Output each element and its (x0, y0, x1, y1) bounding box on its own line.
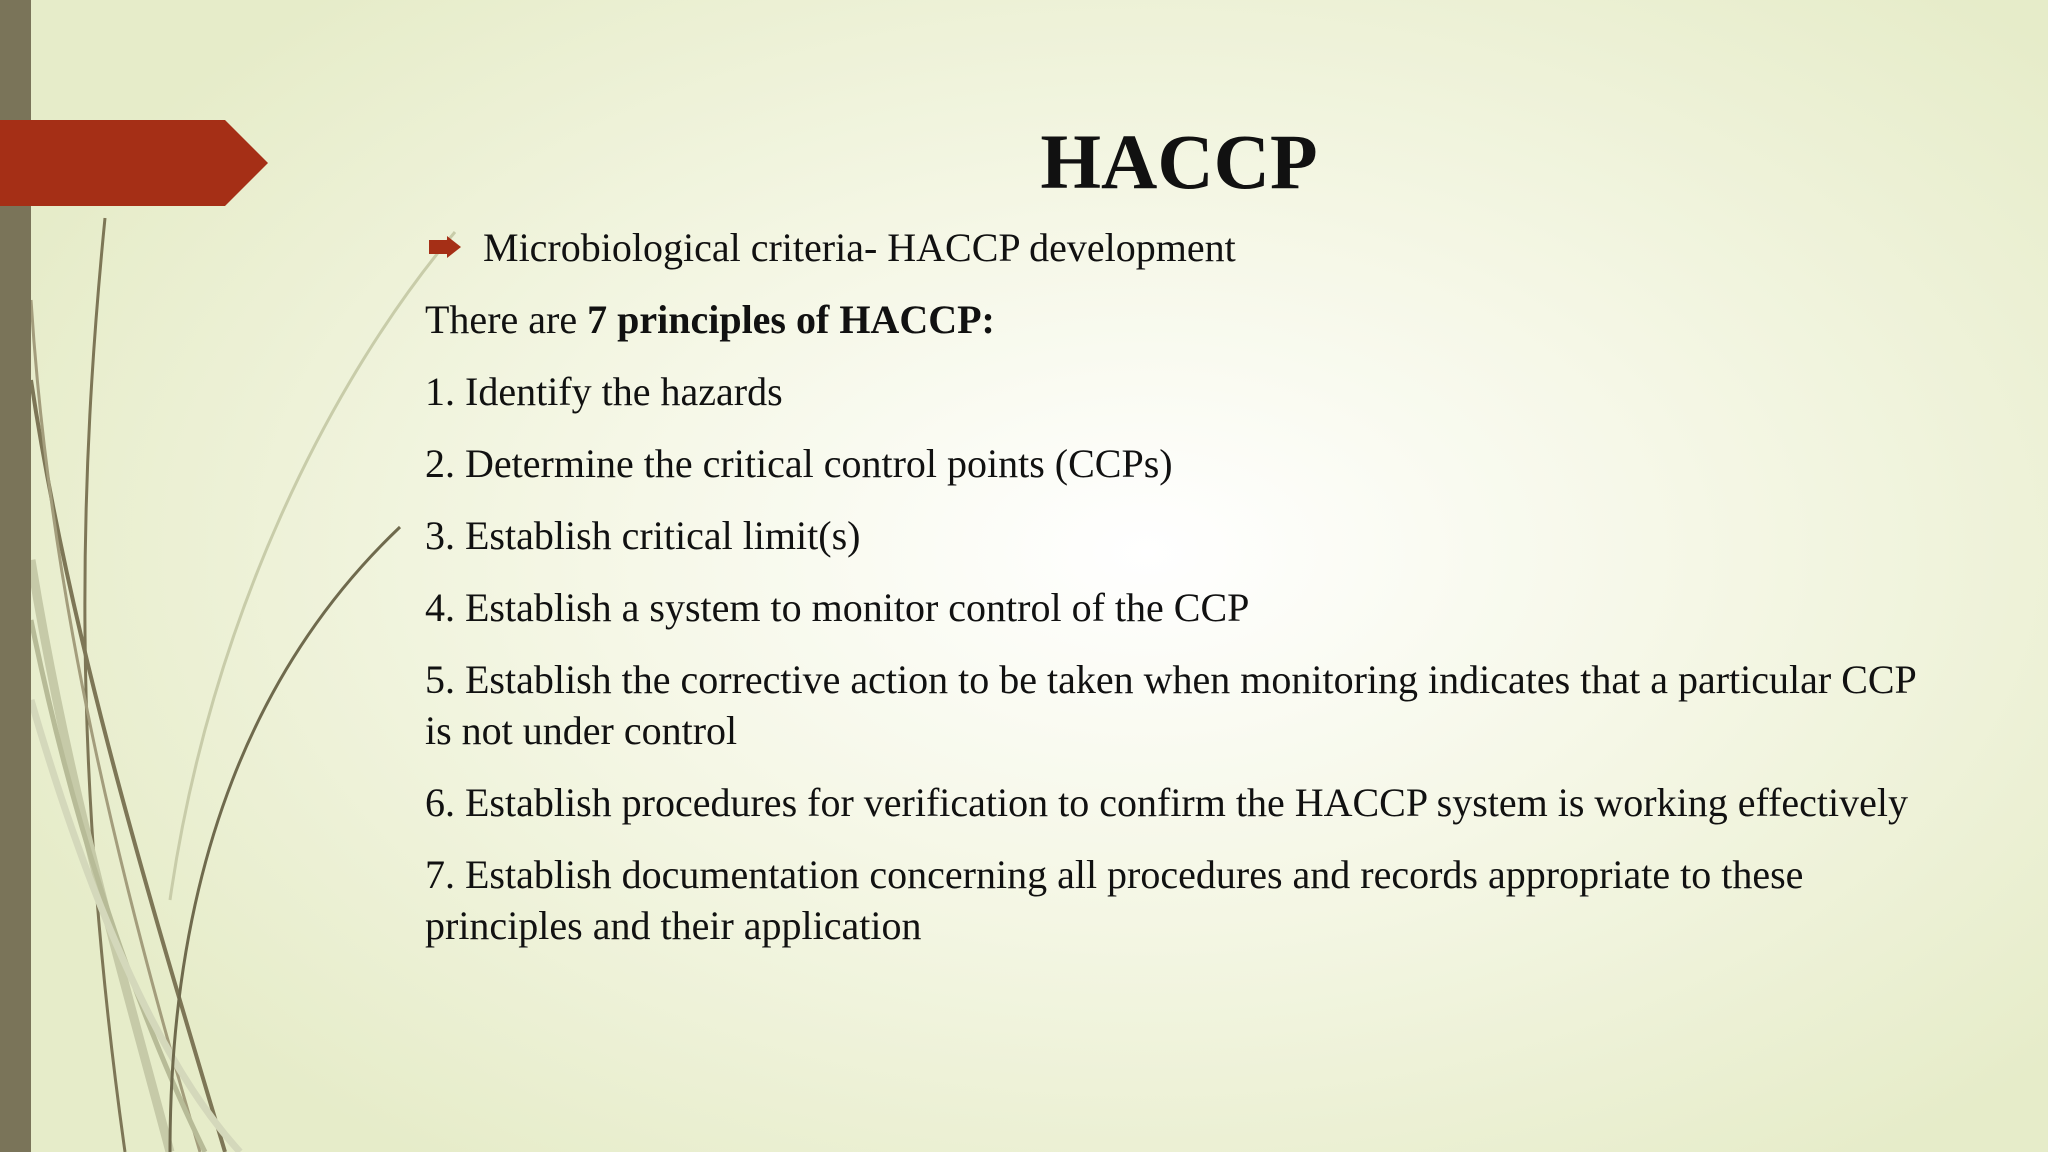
intro-prefix: There are (425, 297, 588, 342)
slide-title: HACCP (1040, 118, 1318, 205)
bullet-text: Microbiological criteria- HACCP development (483, 225, 1236, 270)
bullet-item (425, 222, 1925, 273)
arrow-bullet-icon (429, 236, 461, 258)
principle-5: 5. Establish the corrective action to be taken when monitoring indicates that a particular CCP is not under control (425, 657, 1916, 753)
principle-3: 3. Establish critical limit(s) (425, 513, 861, 558)
intro-line (425, 294, 1925, 345)
principle-7: 7. Establish documentation concerning all procedures and records appropriate to these principles and their application (425, 852, 1804, 948)
slide-content (425, 222, 1925, 972)
intro-bold: 7 principles of HACCP: (587, 297, 995, 342)
principle-2: 2. Determine the critical control points (CCPs) (425, 441, 1173, 486)
principle-4: 4. Establish a system to monitor control of the CCP (425, 585, 1250, 630)
principle-6: 6. Establish procedures for verification to confirm the HACCP system is working effectively (425, 780, 1909, 825)
principle-1: 1. Identify the hazards (425, 369, 783, 414)
